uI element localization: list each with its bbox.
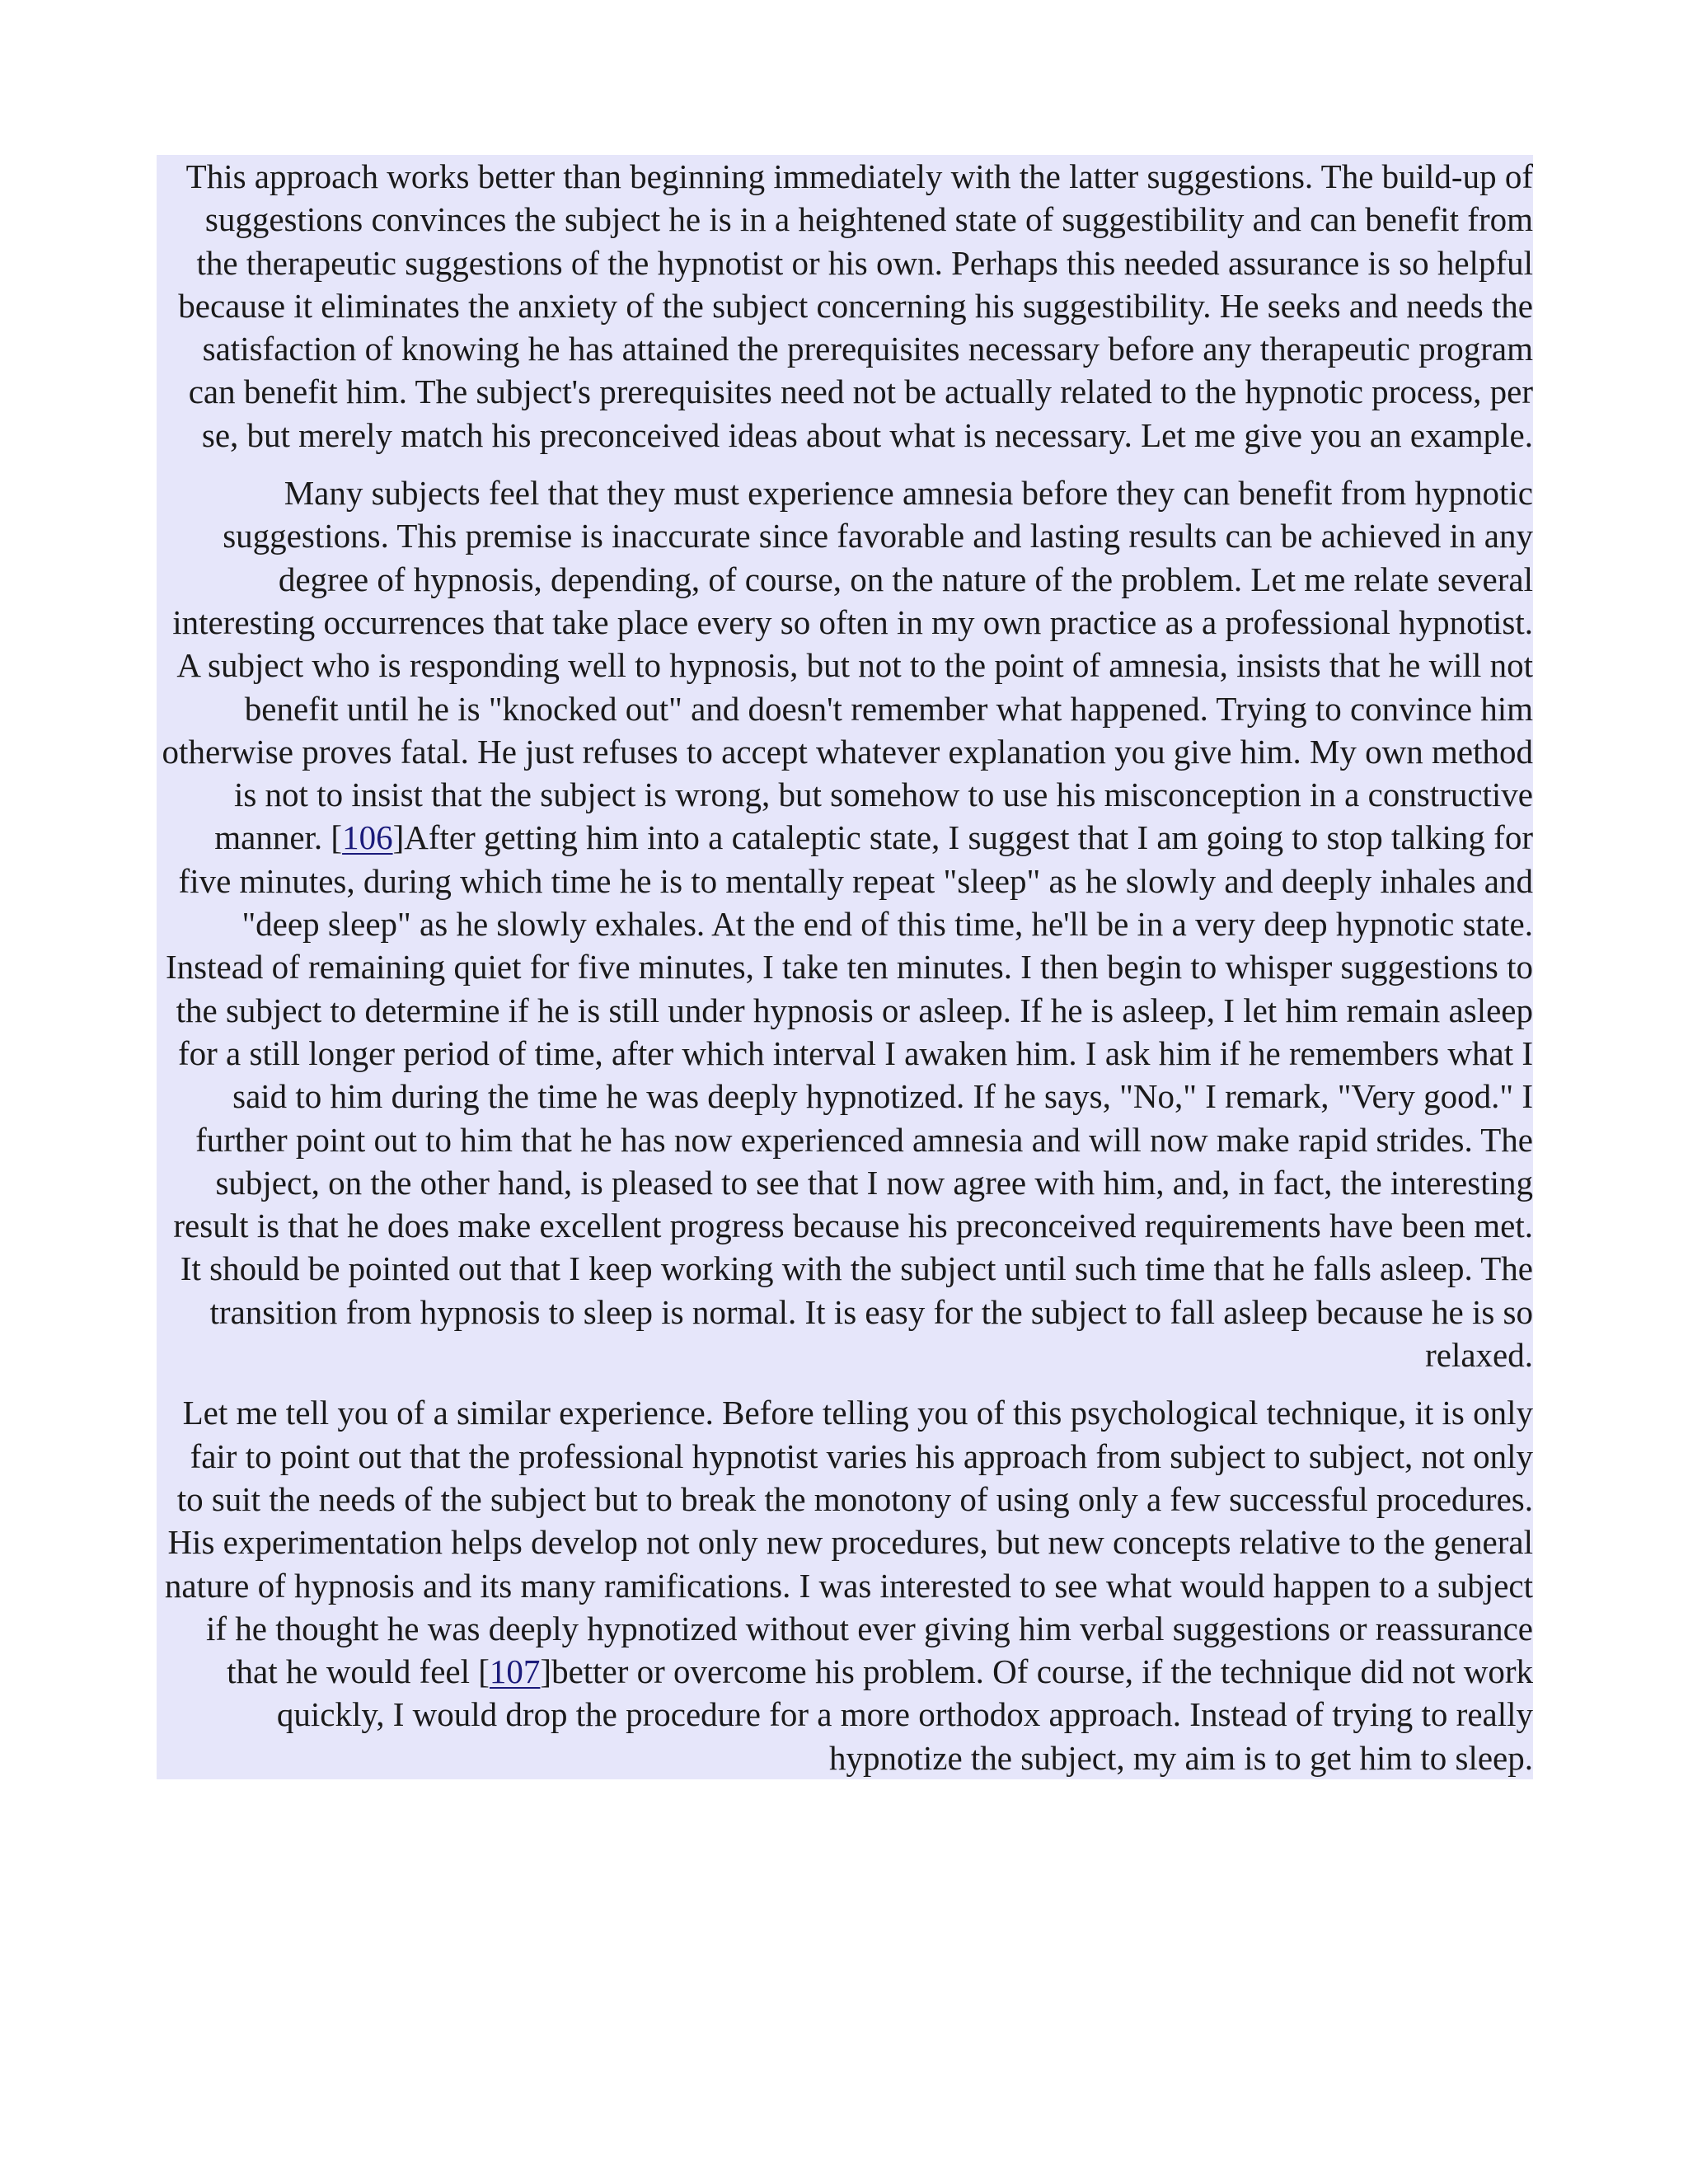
- paragraph-3-text-a: Let me tell you of a similar experience. Before telling you of this psychological technique, it is only fair to point out that the professional hypnotist varies his approach from subject to subject, not only to suit the needs of the subject but to break the monotony of using only a few successful procedures. His experimentation helps develop not only new procedures, but new concepts relative to the general nature of hypnosis and its many ramifications. I was interested to see what would happen to a subject if he thought he was deeply hypnotized without ever giving him verbal suggestions or reassurance that he would feel [: [164, 1394, 1533, 1691]
- paragraph-2-text-b: ]After getting him into a cataleptic state, I suggest that I am going to stop talking for five minutes, during which time he is to mentally repeat "sleep" as he slowly and deeply inhales and "deep sleep" as he slowly exhales. At the end of this time, he'll be in a very deep hypnotic state. Instead of remaining quiet for five minutes, I take ten minutes. I then begin to whisper suggestions to the subject to determine if he is still under hypnosis or asleep. If he is asleep, I let him remain asleep for a still longer period of time, after which interval I awaken him. I ask him if he remembers what I said to him during the time he was deeply hypnotized. If he says, "No," I remark, "Very good." I further point out to him that he has now experienced amnesia and will now make rapid strides. The subject, on the other hand, is pleased to see that I now agree with him, and, in fact, the interesting result is that he does make excellent progress because his preconceived requirements have been met. It should be pointed out that I keep working with the subject until such time that he falls asleep. The transition from hypnosis to sleep is normal. It is easy for the subject to fall asleep because he is so relaxed.: [166, 818, 1533, 1375]
- paragraph-1: [157, 155, 1533, 457]
- paragraph-2-text-a: Many subjects feel that they must experience amnesia before they can benefit from hypnotic suggestions. This premise is inaccurate since favorable and lasting results can be achieved in any degree of hypnosis, depending, of course, on the nature of the problem. Let me relate several interesting occurrences that take place every so often in my own practice as a professional hypnotist. A subject who is responding well to hypnosis, but not to the point of amnesia, insists that he will not benefit until he is "knocked out" and doesn't remember what happened. Trying to convince him otherwise proves fatal. He just refuses to accept whatever explanation you give him. My own method is not to insist that the subject is wrong, but somehow to use his misconception in a constructive manner. [: [162, 474, 1533, 857]
- paragraph-3-text-b: ]better or overcome his problem. Of course, if the technique did not work quickly, I would drop the procedure for a more orthodox approach. Instead of trying to really hypnotize the subject, my aim is to get him to sleep.: [276, 1652, 1533, 1777]
- text-block: [157, 155, 1533, 1779]
- paragraph-2: [157, 471, 1533, 1376]
- page-ref-107-link[interactable]: 107: [489, 1652, 541, 1691]
- page-ref-106-link[interactable]: 106: [342, 818, 393, 857]
- paragraph-1-text: This approach works better than beginning immediately with the latter suggestions. The build-up of suggestions convinces the subject he is in a heightened state of suggestibility and can benefit from the therapeutic suggestions of the hypnotist or his own. Perhaps this needed assurance is so helpful because it eliminates the anxiety of the subject concerning his suggestibility. He seeks and needs the satisfaction of knowing he has attained the prerequisites necessary before any therapeutic program can benefit him. The subject's prerequisites need not be actually related to the hypnotic process, per se, but merely match his preconceived ideas about what is necessary. Let me give you an example.: [178, 157, 1533, 454]
- paragraph-3: [157, 1391, 1533, 1779]
